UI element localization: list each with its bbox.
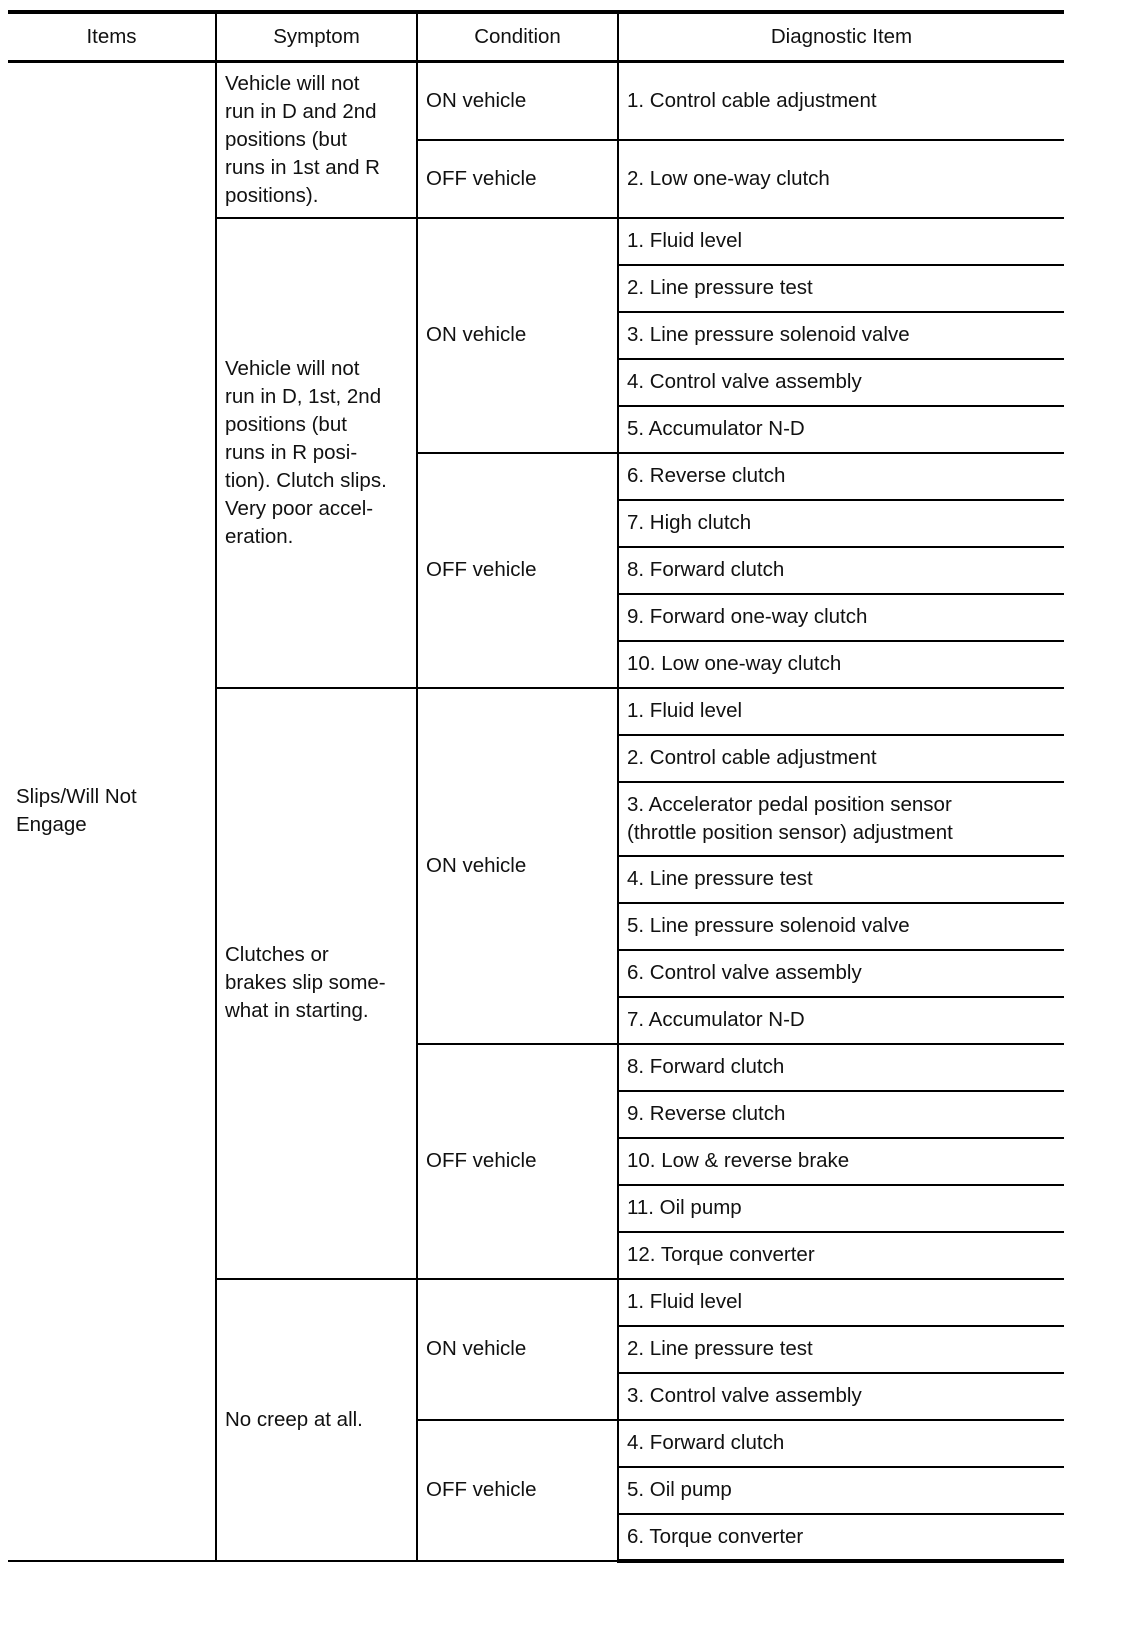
condition-cell: OFF vehicle: [417, 140, 618, 218]
diagnostic-item-cell: 2. Line pressure test: [618, 1326, 1064, 1373]
diagnostic-item-cell: 1. Fluid level: [618, 1279, 1064, 1326]
symptom-cell: Vehicle will not run in D and 2nd positions (but runs in 1st and R positions).: [216, 62, 417, 218]
diagnostic-item-cell: 2. Control cable adjustment: [618, 735, 1064, 782]
header-items: Items: [8, 12, 216, 62]
diagnostic-item-cell: 8. Forward clutch: [618, 1044, 1064, 1091]
symptom-cell: Vehicle will not run in D, 1st, 2nd positions (but runs in R posi- tion). Clutch slips. Very poor accel- eration.: [216, 218, 417, 688]
condition-cell: OFF vehicle: [417, 453, 618, 688]
diagnostic-item-cell: 7. Accumulator N-D: [618, 997, 1064, 1044]
item-cell: Slips/Will Not Engage: [8, 62, 216, 1561]
diagnostic-item-cell: 9. Reverse clutch: [618, 1091, 1064, 1138]
diagnostic-item-cell: 5. Line pressure solenoid valve: [618, 903, 1064, 950]
diagnostic-item-cell: 8. Forward clutch: [618, 547, 1064, 594]
condition-cell: OFF vehicle: [417, 1420, 618, 1561]
diagnostic-item-cell: 12. Torque converter: [618, 1232, 1064, 1279]
condition-cell: OFF vehicle: [417, 1044, 618, 1279]
diagnostic-item-cell: 9. Forward one-way clutch: [618, 594, 1064, 641]
table-body: [8, 62, 1064, 1561]
diagnostic-item-cell: 7. High clutch: [618, 500, 1064, 547]
condition-cell: ON vehicle: [417, 688, 618, 1044]
diagnostic-item-cell: 3. Line pressure solenoid valve: [618, 312, 1064, 359]
diagnostic-item-cell: 10. Low & reverse brake: [618, 1138, 1064, 1185]
condition-cell: ON vehicle: [417, 1279, 618, 1420]
diagnostic-item-cell: 1. Fluid level: [618, 218, 1064, 265]
symptom-cell: Clutches or brakes slip some- what in starting.: [216, 688, 417, 1279]
diagnostic-item-cell: 3. Control valve assembly: [618, 1373, 1064, 1420]
diagnostic-item-cell: 6. Torque converter: [618, 1514, 1064, 1561]
table-row: [8, 62, 1064, 140]
diagnostic-item-cell: 6. Reverse clutch: [618, 453, 1064, 500]
diagnostic-item-cell: 6. Control valve assembly: [618, 950, 1064, 997]
diagnostic-item-cell: 1. Control cable adjustment: [618, 62, 1064, 140]
header-symptom: Symptom: [216, 12, 417, 62]
diagnostic-item-cell: 4. Line pressure test: [618, 856, 1064, 903]
symptom-cell: No creep at all.: [216, 1279, 417, 1561]
diagnostic-item-cell: 3. Accelerator pedal position sensor (throttle position sensor) adjustment: [618, 782, 1064, 856]
header-row: [8, 12, 1064, 62]
diagnostic-item-cell: 11. Oil pump: [618, 1185, 1064, 1232]
condition-cell: ON vehicle: [417, 62, 618, 140]
diagnostic-item-cell: 2. Low one-way clutch: [618, 140, 1064, 218]
diagnostic-item-cell: 5. Accumulator N-D: [618, 406, 1064, 453]
header-diagnostic-item: Diagnostic Item: [618, 12, 1064, 62]
diagnostic-item-cell: 4. Control valve assembly: [618, 359, 1064, 406]
diagnostic-item-cell: 1. Fluid level: [618, 688, 1064, 735]
diagnostic-item-cell: 10. Low one-way clutch: [618, 641, 1064, 688]
diagnostic-item-cell: 2. Line pressure test: [618, 265, 1064, 312]
header-condition: Condition: [417, 12, 618, 62]
diagnostic-item-cell: 4. Forward clutch: [618, 1420, 1064, 1467]
condition-cell: ON vehicle: [417, 218, 618, 453]
diagnostic-item-cell: 5. Oil pump: [618, 1467, 1064, 1514]
diagnostic-table: [8, 10, 1064, 1563]
